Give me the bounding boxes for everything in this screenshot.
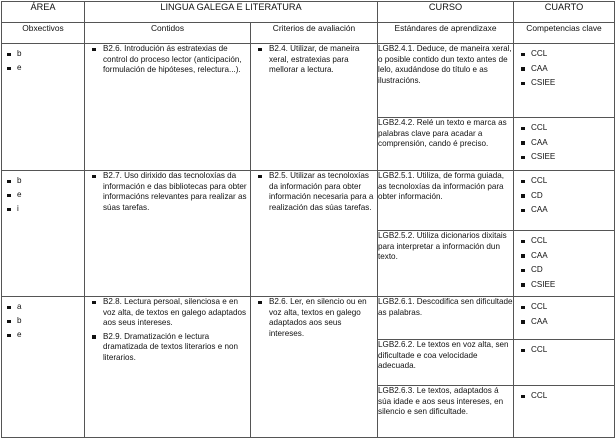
- subject-header: LINGUA GALEGA E LITERATURA: [85, 2, 378, 23]
- contents-header: Contidos: [85, 23, 251, 44]
- competence-item: CAA: [514, 205, 614, 220]
- competences-cell: [514, 386, 615, 438]
- competences-cell: [514, 44, 615, 118]
- objective-item: e: [2, 63, 84, 77]
- competences-cell: [514, 171, 615, 231]
- objectives-cell: [2, 44, 85, 171]
- objective-item: i: [2, 204, 84, 218]
- standard-cell: LGB2.4.1. Deduce, de maneira xeral, o posible contido dun texto antes de lelo, axudándose do título e as ilustracións.: [378, 44, 514, 118]
- contents-cell: [85, 171, 251, 297]
- table-row: [2, 297, 615, 340]
- objectives-cell: [2, 171, 85, 297]
- competence-item: CSIEE: [514, 280, 614, 295]
- objective-item: e: [2, 190, 84, 204]
- competences-cell: [514, 340, 615, 386]
- objectives-header: Obxectivos: [2, 23, 85, 44]
- column-header-row: [2, 23, 615, 44]
- objective-item: a: [2, 302, 84, 316]
- content-item: B2.9. Dramatización e lectura dramatizada de textos literarios e non literarios.: [85, 332, 250, 364]
- standard-cell: LGB2.5.2. Utiliza dicionarios dixitais para interpretar a información dun texto.: [378, 231, 514, 297]
- header-row: [2, 2, 615, 23]
- level-header: CUARTO: [514, 2, 615, 23]
- standard-cell: LGB2.6.2. Le textos en voz alta, sen dificultade e coa velocidade adecuada.: [378, 340, 514, 386]
- contents-cell: [85, 297, 251, 438]
- competence-item: CD: [514, 265, 614, 280]
- criteria-cell: [251, 297, 378, 438]
- competence-item: CAA: [514, 64, 614, 79]
- table-row: [2, 44, 615, 118]
- competence-item: CAA: [514, 251, 614, 266]
- standard-cell: LGB2.4.2. Relé un texto e marca as palabras clave para acadar a comprensión, cando é preciso.: [378, 118, 514, 171]
- competences-cell: [514, 231, 615, 297]
- competence-item: CCL: [514, 302, 614, 317]
- criterion-item: B2.5. Utilizar as tecnoloxías da información para obter información necesaria para a realización das súas tarefas.: [251, 171, 377, 213]
- criteria-cell: [251, 44, 378, 171]
- competence-item: CCL: [514, 236, 614, 251]
- objective-item: b: [2, 49, 84, 63]
- curriculum-table: [1, 1, 615, 438]
- criterion-item: B2.4. Utilizar, de maneira xeral, estratexias para mellorar a lectura.: [251, 44, 377, 76]
- objective-item: e: [2, 330, 84, 344]
- competences-cell: [514, 118, 615, 171]
- standard-cell: LGB2.6.1. Descodifica sen dificultade as palabras.: [378, 297, 514, 340]
- competence-item: CD: [514, 191, 614, 206]
- objective-item: b: [2, 176, 84, 190]
- table-row: [2, 171, 615, 231]
- content-item: B2.6. Introdución ás estratexias de control do proceso lector (anticipación, formulación de hipóteses, relectura...).: [85, 44, 250, 76]
- competence-item: CCL: [514, 49, 614, 64]
- standards-header: Estándares de aprendizaxe: [378, 23, 514, 44]
- course-header: CURSO: [378, 2, 514, 23]
- competence-item: CAA: [514, 138, 614, 153]
- area-header: ÁREA: [2, 2, 85, 23]
- competences-header: Competencias clave: [514, 23, 615, 44]
- competence-item: CSIEE: [514, 78, 614, 93]
- criteria-cell: [251, 171, 378, 297]
- competence-item: CCL: [514, 345, 614, 360]
- competence-item: CCL: [514, 391, 614, 406]
- objective-item: b: [2, 316, 84, 330]
- competence-item: CSIEE: [514, 152, 614, 167]
- standard-cell: LGB2.5.1. Utiliza, de forma guiada, as tecnoloxías da información para obter información.: [378, 171, 514, 231]
- competences-cell: [514, 297, 615, 340]
- competence-item: CCL: [514, 176, 614, 191]
- competence-item: CAA: [514, 317, 614, 332]
- competence-item: CCL: [514, 123, 614, 138]
- objectives-cell: [2, 297, 85, 438]
- criteria-header: Criterios de avaliación: [251, 23, 378, 44]
- content-item: B2.7. Uso dirixido das tecnoloxías da información e das bibliotecas para obter informacións relevantes para realizar as súas tarefas.: [85, 171, 250, 213]
- content-item: B2.8. Lectura persoal, silenciosa e en voz alta, de textos en galego adaptados aos seus intereses.: [85, 297, 250, 329]
- criterion-item: B2.6. Ler, en silencio ou en voz alta, textos en galego adaptados aos seus intereses.: [251, 297, 377, 339]
- standard-cell: LGB2.6.3. Le textos, adaptados á súa idade e aos seus intereses, en silencio e sen dificultade.: [378, 386, 514, 438]
- contents-cell: [85, 44, 251, 171]
